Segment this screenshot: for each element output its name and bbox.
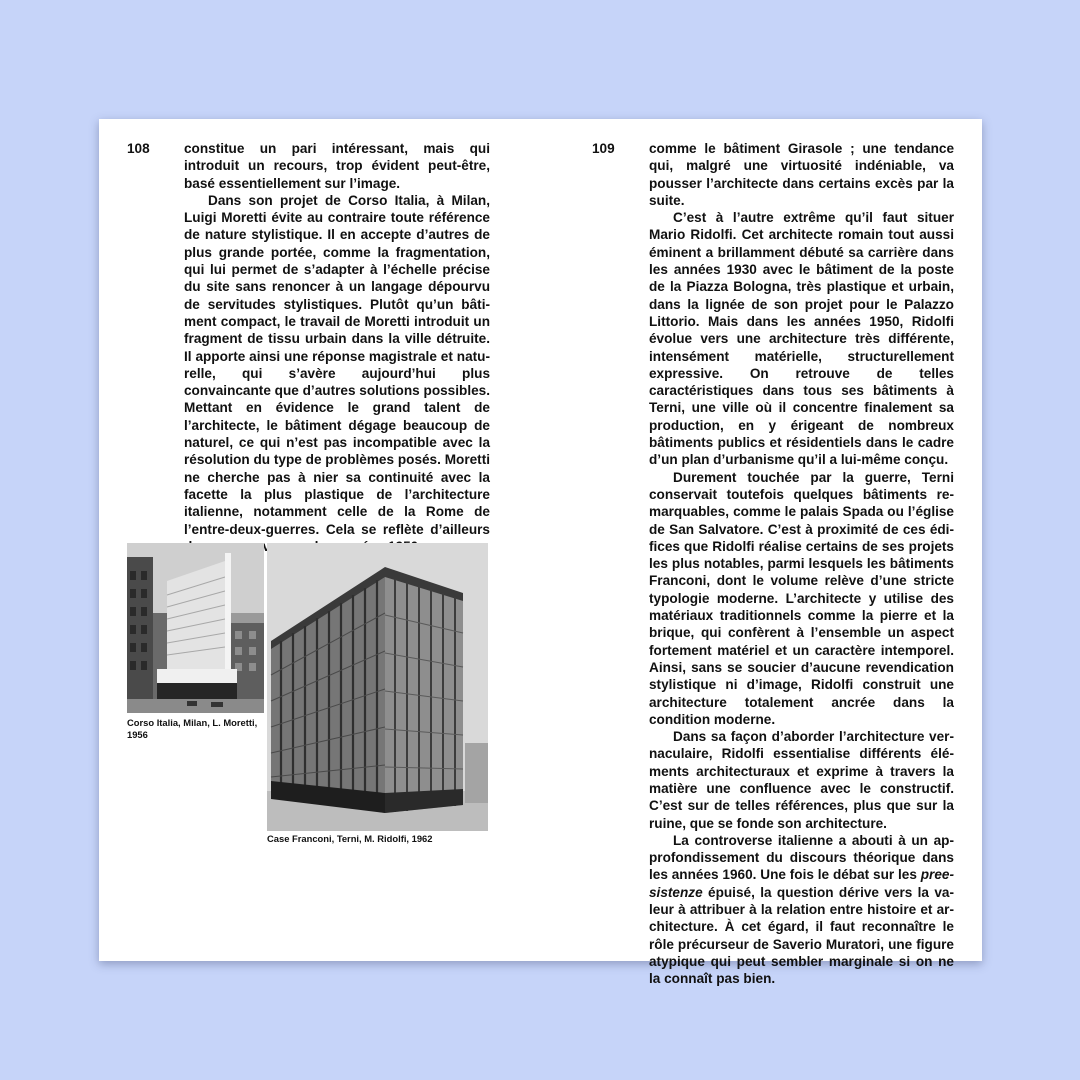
figure-caption: Corso Italia, Milan, L. Moretti, 1956 — [127, 717, 258, 740]
paragraph: Durement touchée par la guerre, Terni conservait toutefois quelques bâtiments remarquables, comme le palais Spada ou l’église de San Salvatore. C’est à proximité de ces édifices que Ridolfi réalise certains de ses projets les plus notables, parmi lesquels les bâtiments Franconi, dont le volume relève d’une stricte typologie moderne. L’architecte y utilise des matériaux traditionnels comme la pierre et la brique, qui confèrent à l’ensemble un aspect fortement matériel et un caractère intemporel. Ainsi, sans se soucier d’aucune revendication stylistique ni d’image, Ridolfi construit une architecture totalement ancrée dans la condition moderne. — [649, 469, 954, 727]
paragraph: Dans sa façon d’aborder l’architecture vernaculaire, Ridolfi essentialise différents éléments architecturaux et exprime à travers la matière une confluence avec le constructif. C’est sur de telles références, plus que sur la ruine, que se fonde son architecture. — [649, 729, 954, 831]
figure-caption: Case Franconi, Terni, M. Ridolfi, 1962 — [267, 833, 433, 844]
paragraph — [649, 832, 954, 988]
page-number-left: 108 — [127, 141, 150, 156]
photo-corso-italia — [127, 543, 264, 713]
paragraph-text: La controverse italienne a abouti à un approfondissement du discours théorique dans les années 1960. Une fois le débat sur les — [649, 832, 954, 883]
paragraph: C’est à l’autre extrême qu’il faut situer Mario Ridolfi. Cet architecte romain tout aussi éminent a brillamment débuté sa carrière dans les années 1930 avec le bâtiment de la poste de la Piazza Bologna, très plastique et urbain, dans la lignée de son projet pour le Palazzo Littorio. Mais dans les années 1950, Ridolfi évolue vers une architecture très différente, intensément matérielle, structurellement expressive. On retrouve de telles caractéristiques dans tous ses bâtiments à Terni, une ville où il concentre finalement sa production, en y érigeant de nombreux bâtiments publics et résidentiels dans le cadre d’un plan d’urbanisme qu’il a lui-même conçu. — [649, 210, 954, 468]
paragraph: constitue un pari intéressant, mais qui introduit un recours, trop évident peut-être, basé essentiellement sur l’image. — [184, 141, 490, 191]
paragraph: comme le bâtiment Girasole ; une tendance qui, malgré une virtuosité indéniable, va pousser l’architecte dans certains excès par la suite. — [649, 141, 954, 208]
paragraph: Dans son projet de Corso Italia, à Milan, Luigi Moretti évite au contraire toute référence de nature stylistique. Il en accepte d’autres de plus grande portée, comme la fragmentation, qui lui permet de s’adapter à l’échelle précise du site sans renoncer à un langage dépourvu de servitudes stylistiques. Plutôt qu’un bâtiment compact, le travail de Moretti introduit un fragment de tissu urbain dans la ville détruite. Il apporte ainsi une réponse magistrale et naturelle, qui s’avère aujourd’hui plus convaincante que d’autres solutions possibles. Mettant en évidence le grand talent de l’architecte, le bâtiment dégage beaucoup de naturel, ce qui n’est pas incompatible avec la résolution du type de problèmes posés. Moretti ne cherche pas à nier sa continuité avec la facette la plus plastique de l’architecture italienne, notamment celle de la Rome de l’entre-deux-guerres. Cela se reflète d’ailleurs — [184, 192, 490, 537]
page-number-right: 109 — [592, 141, 615, 156]
book-spread — [99, 119, 982, 987]
left-text-column — [184, 140, 490, 555]
italic-term: preesistenze — [649, 867, 954, 900]
right-text-column — [649, 140, 954, 988]
paragraph-text: épuisé, la question dérive vers la valeur à attribuer à la relation entre histoire et architecture. À cet égard, il faut reconnaître le rôle précurseur de Saverio Muratori, une figure atypique qui peut sembler marginale si on ne la connaît pas bien. — [649, 884, 954, 987]
photo-case-franconi — [267, 543, 488, 831]
